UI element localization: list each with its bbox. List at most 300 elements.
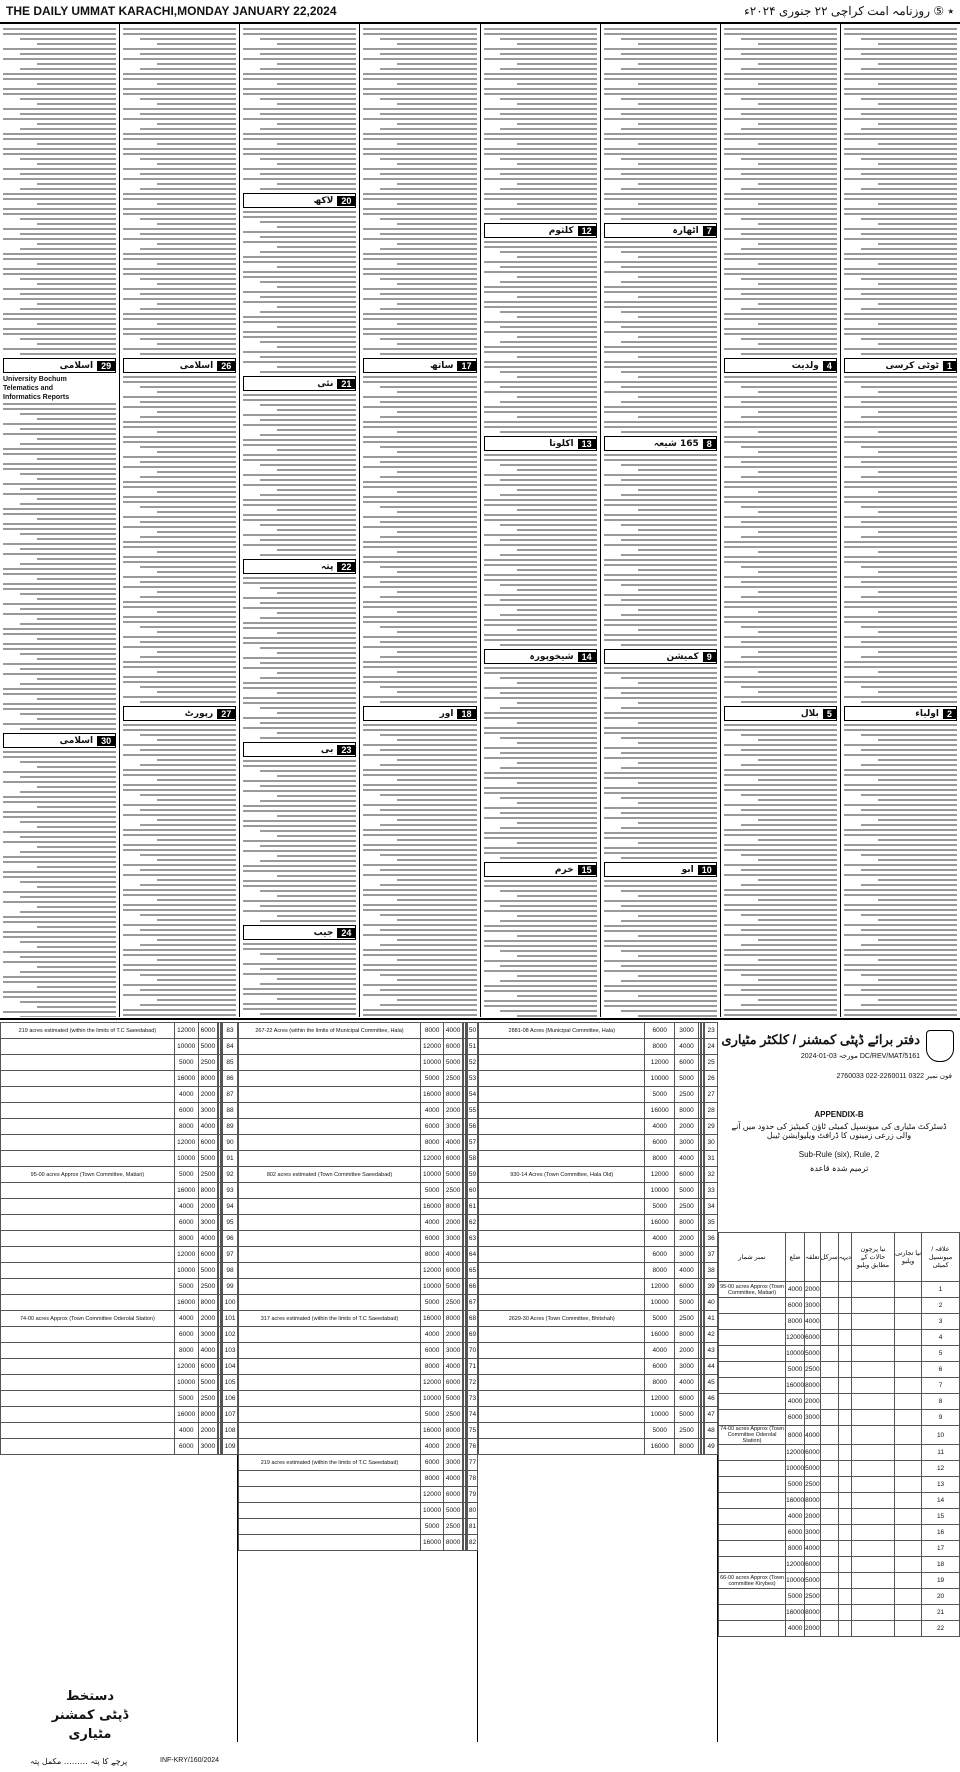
table-row bbox=[479, 1263, 718, 1279]
table-cell bbox=[719, 1346, 786, 1362]
row-number: 7 bbox=[922, 1378, 960, 1394]
table-cell bbox=[820, 1410, 838, 1426]
table-row bbox=[719, 1282, 960, 1298]
value-cell: 5000 bbox=[420, 1407, 443, 1423]
table-cell bbox=[1, 1439, 175, 1455]
table-cell bbox=[479, 1391, 645, 1407]
value-cell: 5000 bbox=[444, 1391, 463, 1407]
value-cell: 3000 bbox=[805, 1525, 820, 1541]
table-row bbox=[479, 1151, 718, 1167]
table-cell bbox=[1, 1183, 175, 1199]
table-cell bbox=[895, 1621, 922, 1637]
masthead-title: THE DAILY UMMAT KARACHI,MONDAY JANUARY 22,2024 bbox=[6, 4, 337, 18]
valuation-table-column bbox=[0, 1022, 238, 1652]
table-row bbox=[719, 1330, 960, 1346]
value-cell: 12000 bbox=[645, 1279, 675, 1295]
value-cell: 16000 bbox=[420, 1199, 443, 1215]
table-cell bbox=[239, 1487, 421, 1503]
value-cell: 2500 bbox=[675, 1087, 699, 1103]
table-cell bbox=[239, 1199, 421, 1215]
table-cell bbox=[895, 1282, 922, 1298]
table-cell bbox=[239, 1039, 421, 1055]
table-row bbox=[239, 1087, 478, 1103]
table-cell bbox=[1, 1375, 175, 1391]
article-number: 24 bbox=[337, 928, 355, 938]
news-column bbox=[840, 24, 960, 1017]
table-row bbox=[479, 1375, 718, 1391]
article-text bbox=[243, 943, 356, 1017]
table-cell bbox=[239, 1183, 421, 1199]
article-text bbox=[844, 28, 957, 355]
table-cell bbox=[852, 1282, 895, 1298]
value-cell: 6000 bbox=[198, 1023, 217, 1039]
article-number: 23 bbox=[337, 745, 355, 755]
value-cell: 10000 bbox=[786, 1461, 805, 1477]
value-cell: 4000 bbox=[786, 1509, 805, 1525]
article-heading bbox=[724, 706, 837, 721]
table-cell bbox=[852, 1445, 895, 1461]
row-number: 103 bbox=[223, 1343, 238, 1359]
table-cell bbox=[852, 1426, 895, 1445]
value-cell: 4000 bbox=[420, 1439, 443, 1455]
row-number: 19 bbox=[922, 1573, 960, 1589]
article-number: 21 bbox=[337, 379, 355, 389]
value-cell: 8000 bbox=[198, 1183, 217, 1199]
news-column bbox=[0, 24, 119, 1017]
article-number: 29 bbox=[97, 361, 115, 371]
table-cell bbox=[838, 1426, 851, 1445]
signature-line1: دستخط bbox=[65, 1689, 115, 1704]
english-snippet: Telematics and bbox=[3, 385, 54, 392]
table-cell bbox=[479, 1119, 645, 1135]
article-number: 4 bbox=[823, 361, 836, 371]
table-header-cell: دیہہ bbox=[838, 1233, 851, 1282]
table-row bbox=[1, 1039, 238, 1055]
value-cell: 5000 bbox=[444, 1167, 463, 1183]
value-cell: 3000 bbox=[805, 1410, 820, 1426]
table-row bbox=[239, 1151, 478, 1167]
table-cell bbox=[239, 1295, 421, 1311]
table-row bbox=[1, 1103, 238, 1119]
value-cell: 6000 bbox=[444, 1039, 463, 1055]
table-row bbox=[479, 1167, 718, 1183]
table-cell bbox=[838, 1557, 851, 1573]
row-number: 63 bbox=[467, 1231, 477, 1247]
table-row bbox=[479, 1055, 718, 1071]
article-number: 12 bbox=[578, 226, 596, 236]
table-row bbox=[1, 1087, 238, 1103]
value-cell: 2000 bbox=[198, 1423, 217, 1439]
value-cell: 8000 bbox=[174, 1231, 198, 1247]
table-cell bbox=[852, 1621, 895, 1637]
area-note: 74-00 acres Approx (Town Committee Oderolal Station) bbox=[720, 1426, 784, 1444]
table-cell bbox=[820, 1589, 838, 1605]
table-cell bbox=[820, 1282, 838, 1298]
table-row bbox=[719, 1362, 960, 1378]
notice-header bbox=[717, 1022, 960, 1227]
row-number: 13 bbox=[922, 1477, 960, 1493]
table-cell bbox=[239, 1439, 421, 1455]
row-number: 65 bbox=[467, 1263, 477, 1279]
table-cell bbox=[1, 1263, 175, 1279]
article-text bbox=[604, 667, 717, 859]
value-cell: 5000 bbox=[645, 1423, 675, 1439]
value-cell: 8000 bbox=[444, 1087, 463, 1103]
table-cell bbox=[838, 1330, 851, 1346]
article-title: اسلامی bbox=[179, 360, 214, 371]
table-row bbox=[479, 1119, 718, 1135]
table-cell bbox=[239, 1471, 421, 1487]
table-row bbox=[479, 1295, 718, 1311]
table-row bbox=[239, 1135, 478, 1151]
row-number: 58 bbox=[467, 1151, 477, 1167]
article-title: اسلامی bbox=[59, 360, 94, 371]
table-cell bbox=[852, 1541, 895, 1557]
value-cell: 4000 bbox=[420, 1327, 443, 1343]
value-cell: 8000 bbox=[675, 1439, 699, 1455]
article-text bbox=[243, 211, 356, 373]
table-cell bbox=[895, 1605, 922, 1621]
table-cell bbox=[719, 1410, 786, 1426]
table-cell bbox=[719, 1509, 786, 1525]
value-cell: 4000 bbox=[786, 1282, 805, 1298]
value-cell: 4000 bbox=[174, 1423, 198, 1439]
value-cell: 4000 bbox=[444, 1247, 463, 1263]
row-number: 44 bbox=[705, 1359, 718, 1375]
value-cell: 4000 bbox=[675, 1375, 699, 1391]
table-cell bbox=[820, 1509, 838, 1525]
value-cell: 2500 bbox=[444, 1295, 463, 1311]
table-cell bbox=[719, 1445, 786, 1461]
article-title: ٹوٹی کرسی bbox=[885, 360, 939, 371]
table-header-cell: نیا پرچون حالات کے مطابق ویلیو bbox=[852, 1233, 895, 1282]
value-cell: 6000 bbox=[786, 1298, 805, 1314]
value-cell: 6000 bbox=[420, 1231, 443, 1247]
row-number: 42 bbox=[705, 1327, 718, 1343]
value-cell: 5000 bbox=[645, 1199, 675, 1215]
table-row bbox=[1, 1391, 238, 1407]
value-cell: 5000 bbox=[805, 1346, 820, 1362]
article-text bbox=[484, 454, 597, 646]
value-cell: 12000 bbox=[786, 1330, 805, 1346]
value-cell: 3000 bbox=[198, 1327, 217, 1343]
value-cell: 5000 bbox=[420, 1519, 443, 1535]
table-cell bbox=[479, 1407, 645, 1423]
row-number: 3 bbox=[922, 1314, 960, 1330]
value-cell: 10000 bbox=[174, 1263, 198, 1279]
article-number: 10 bbox=[698, 865, 716, 875]
table-row bbox=[479, 1359, 718, 1375]
article-title: نئی bbox=[317, 378, 334, 389]
table-row bbox=[239, 1199, 478, 1215]
value-cell: 6000 bbox=[420, 1455, 443, 1471]
table-cell bbox=[479, 1439, 645, 1455]
table-cell bbox=[838, 1394, 851, 1410]
row-number: 67 bbox=[467, 1295, 477, 1311]
table-cell bbox=[820, 1346, 838, 1362]
value-cell: 6000 bbox=[675, 1055, 699, 1071]
row-number: 10 bbox=[922, 1426, 960, 1445]
value-cell: 16000 bbox=[420, 1423, 443, 1439]
table-cell bbox=[820, 1298, 838, 1314]
table-row bbox=[239, 1039, 478, 1055]
row-number: 51 bbox=[467, 1039, 477, 1055]
table-row bbox=[719, 1493, 960, 1509]
row-number: 15 bbox=[922, 1509, 960, 1525]
value-cell: 16000 bbox=[174, 1183, 198, 1199]
government-emblem-icon bbox=[926, 1030, 954, 1062]
table-row bbox=[1, 1439, 238, 1455]
table-cell bbox=[479, 1151, 645, 1167]
row-number: 23 bbox=[705, 1023, 718, 1039]
value-cell: 8000 bbox=[444, 1199, 463, 1215]
row-number: 72 bbox=[467, 1375, 477, 1391]
value-cell: 8000 bbox=[420, 1359, 443, 1375]
table-cell bbox=[1, 1231, 175, 1247]
row-number: 36 bbox=[705, 1231, 718, 1247]
table-row bbox=[719, 1461, 960, 1477]
article-text bbox=[243, 28, 356, 190]
table-cell bbox=[479, 1071, 645, 1087]
news-section bbox=[0, 24, 960, 1017]
table-cell bbox=[852, 1362, 895, 1378]
value-cell: 5000 bbox=[198, 1039, 217, 1055]
value-cell: 5000 bbox=[805, 1573, 820, 1589]
row-number: 64 bbox=[467, 1247, 477, 1263]
value-cell: 2000 bbox=[675, 1343, 699, 1359]
article-text bbox=[724, 376, 837, 703]
table-row bbox=[1, 1343, 238, 1359]
table-cell bbox=[838, 1493, 851, 1509]
table-row bbox=[1, 1359, 238, 1375]
row-number: 35 bbox=[705, 1215, 718, 1231]
table-cell bbox=[239, 1263, 421, 1279]
area-note: 317 acres estimated (within the limits of T.C Saeedabad) bbox=[239, 1311, 421, 1327]
value-cell: 12000 bbox=[420, 1375, 443, 1391]
article-title: جیب bbox=[313, 927, 334, 938]
table-cell bbox=[852, 1461, 895, 1477]
table-cell bbox=[820, 1461, 838, 1477]
table-cell bbox=[820, 1394, 838, 1410]
article-text bbox=[3, 28, 116, 355]
value-cell: 16000 bbox=[786, 1378, 805, 1394]
table-row bbox=[239, 1519, 478, 1535]
value-cell: 10000 bbox=[420, 1055, 443, 1071]
article-text bbox=[484, 667, 597, 859]
value-cell: 6000 bbox=[198, 1247, 217, 1263]
table-cell bbox=[895, 1525, 922, 1541]
row-number: 96 bbox=[223, 1231, 238, 1247]
table-cell bbox=[838, 1605, 851, 1621]
article-number: 2 bbox=[943, 709, 956, 719]
value-cell: 10000 bbox=[174, 1039, 198, 1055]
table-cell bbox=[1, 1103, 175, 1119]
row-number: 99 bbox=[223, 1279, 238, 1295]
value-cell: 3000 bbox=[198, 1439, 217, 1455]
value-cell: 4000 bbox=[645, 1343, 675, 1359]
news-column bbox=[720, 24, 840, 1017]
value-cell: 6000 bbox=[174, 1215, 198, 1231]
value-cell: 8000 bbox=[805, 1605, 820, 1621]
row-number: 68 bbox=[467, 1311, 477, 1327]
table-row bbox=[719, 1477, 960, 1493]
value-cell: 8000 bbox=[198, 1407, 217, 1423]
news-column bbox=[359, 24, 479, 1017]
table-row bbox=[239, 1247, 478, 1263]
row-number: 78 bbox=[467, 1471, 477, 1487]
table-cell bbox=[895, 1314, 922, 1330]
row-number: 95 bbox=[223, 1215, 238, 1231]
table-header-row bbox=[719, 1233, 960, 1282]
value-cell: 8000 bbox=[420, 1471, 443, 1487]
table-cell bbox=[1, 1327, 175, 1343]
table-cell bbox=[838, 1378, 851, 1394]
value-cell: 4000 bbox=[675, 1151, 699, 1167]
value-cell: 2000 bbox=[444, 1327, 463, 1343]
value-cell: 5000 bbox=[198, 1375, 217, 1391]
value-cell: 6000 bbox=[420, 1343, 443, 1359]
table-cell bbox=[895, 1493, 922, 1509]
article-text bbox=[604, 241, 717, 433]
value-cell: 2500 bbox=[198, 1167, 217, 1183]
value-cell: 3000 bbox=[444, 1119, 463, 1135]
table-cell bbox=[1, 1199, 175, 1215]
value-cell: 5000 bbox=[786, 1589, 805, 1605]
row-number: 37 bbox=[705, 1247, 718, 1263]
article-title: ساتھ bbox=[429, 360, 454, 371]
row-number: 74 bbox=[467, 1407, 477, 1423]
value-cell: 10000 bbox=[174, 1151, 198, 1167]
table-row bbox=[479, 1071, 718, 1087]
value-cell: 5000 bbox=[675, 1071, 699, 1087]
article-title: پتہ bbox=[321, 561, 334, 572]
row-number: 52 bbox=[467, 1055, 477, 1071]
footer-inf: INF-KRY/160/2024 bbox=[160, 1757, 220, 1764]
table-row bbox=[239, 1471, 478, 1487]
table-cell bbox=[838, 1346, 851, 1362]
article-title: رپورٹ bbox=[184, 708, 214, 719]
table-row bbox=[719, 1621, 960, 1637]
area-note: 95-00 acres Approx (Town Committee, Matiari) bbox=[720, 1283, 784, 1296]
table-cell bbox=[719, 1461, 786, 1477]
value-cell: 3000 bbox=[444, 1455, 463, 1471]
value-cell: 2500 bbox=[198, 1391, 217, 1407]
value-cell: 10000 bbox=[645, 1407, 675, 1423]
value-cell: 4000 bbox=[444, 1023, 463, 1039]
value-cell: 3000 bbox=[444, 1343, 463, 1359]
value-cell: 12000 bbox=[645, 1055, 675, 1071]
table-row bbox=[719, 1410, 960, 1426]
value-cell: 12000 bbox=[174, 1135, 198, 1151]
table-row bbox=[479, 1327, 718, 1343]
value-cell: 5000 bbox=[174, 1391, 198, 1407]
table-row bbox=[479, 1215, 718, 1231]
valuation-table-column bbox=[717, 1232, 960, 1742]
table-cell bbox=[895, 1589, 922, 1605]
table-cell bbox=[852, 1394, 895, 1410]
value-cell: 2000 bbox=[444, 1103, 463, 1119]
row-number: 28 bbox=[705, 1103, 718, 1119]
value-cell: 6000 bbox=[444, 1375, 463, 1391]
value-cell: 3000 bbox=[675, 1359, 699, 1375]
area-note: 802 acres estimated (Town Committee Saeedabad) bbox=[239, 1167, 421, 1183]
area-note: 219 acres estimated (within the limits of T.C Saeedabad) bbox=[239, 1455, 421, 1471]
value-cell: 16000 bbox=[645, 1327, 675, 1343]
article-text bbox=[363, 376, 476, 703]
table-cell bbox=[239, 1071, 421, 1087]
table-cell bbox=[239, 1359, 421, 1375]
article-title: اسلامی bbox=[59, 735, 94, 746]
notice-phone: فون نمبر 0322 2260011-022 2760033 bbox=[836, 1073, 952, 1080]
table-cell bbox=[895, 1461, 922, 1477]
value-cell: 12000 bbox=[786, 1445, 805, 1461]
row-number: 61 bbox=[467, 1199, 477, 1215]
row-number: 92 bbox=[223, 1167, 238, 1183]
table-cell bbox=[838, 1573, 851, 1589]
table-row bbox=[239, 1359, 478, 1375]
article-heading bbox=[123, 706, 236, 721]
value-cell: 16000 bbox=[420, 1311, 443, 1327]
value-cell: 2000 bbox=[675, 1231, 699, 1247]
table-row bbox=[719, 1378, 960, 1394]
table-cell bbox=[895, 1378, 922, 1394]
value-cell: 6000 bbox=[420, 1119, 443, 1135]
table-cell bbox=[1, 1087, 175, 1103]
table-row bbox=[239, 1295, 478, 1311]
row-number: 59 bbox=[467, 1167, 477, 1183]
article-text bbox=[484, 880, 597, 1017]
value-cell: 16000 bbox=[786, 1605, 805, 1621]
table-cell bbox=[1, 1039, 175, 1055]
signature-line3: مٹیاری bbox=[68, 1727, 112, 1742]
table-row bbox=[239, 1439, 478, 1455]
table-cell bbox=[239, 1119, 421, 1135]
table-row bbox=[1, 1199, 238, 1215]
article-number: 15 bbox=[578, 865, 596, 875]
table-cell bbox=[719, 1362, 786, 1378]
table-cell bbox=[479, 1087, 645, 1103]
value-cell: 2500 bbox=[444, 1183, 463, 1199]
row-number: 79 bbox=[467, 1487, 477, 1503]
table-row bbox=[239, 1503, 478, 1519]
table-cell bbox=[895, 1298, 922, 1314]
table-row bbox=[719, 1426, 960, 1445]
table-cell bbox=[719, 1298, 786, 1314]
value-cell: 6000 bbox=[675, 1167, 699, 1183]
english-snippet: University Bochum bbox=[3, 376, 67, 383]
value-cell: 4000 bbox=[675, 1039, 699, 1055]
value-cell: 4000 bbox=[444, 1359, 463, 1375]
valuation-table bbox=[238, 1022, 478, 1551]
table-row bbox=[1, 1263, 238, 1279]
article-title: بی bbox=[320, 744, 334, 755]
article-text bbox=[844, 376, 957, 703]
value-cell: 10000 bbox=[645, 1183, 675, 1199]
table-row bbox=[239, 1423, 478, 1439]
table-header-cell: نیا تجارتی ویلیو bbox=[895, 1233, 922, 1282]
value-cell: 4000 bbox=[198, 1231, 217, 1247]
value-cell: 10000 bbox=[420, 1503, 443, 1519]
table-cell bbox=[852, 1509, 895, 1525]
masthead-urdu-date: ٭ ⑤ روزنامہ امت کراچی ۲۲ جنوری ۲۰۲۴ء bbox=[744, 4, 954, 18]
table-cell bbox=[719, 1589, 786, 1605]
value-cell: 10000 bbox=[420, 1167, 443, 1183]
row-number: 14 bbox=[922, 1493, 960, 1509]
table-cell bbox=[479, 1039, 645, 1055]
value-cell: 2500 bbox=[675, 1423, 699, 1439]
article-title: لاکھ bbox=[313, 195, 334, 206]
table-header-cell: علاقہ / میونسپل کمیٹی bbox=[922, 1233, 960, 1282]
